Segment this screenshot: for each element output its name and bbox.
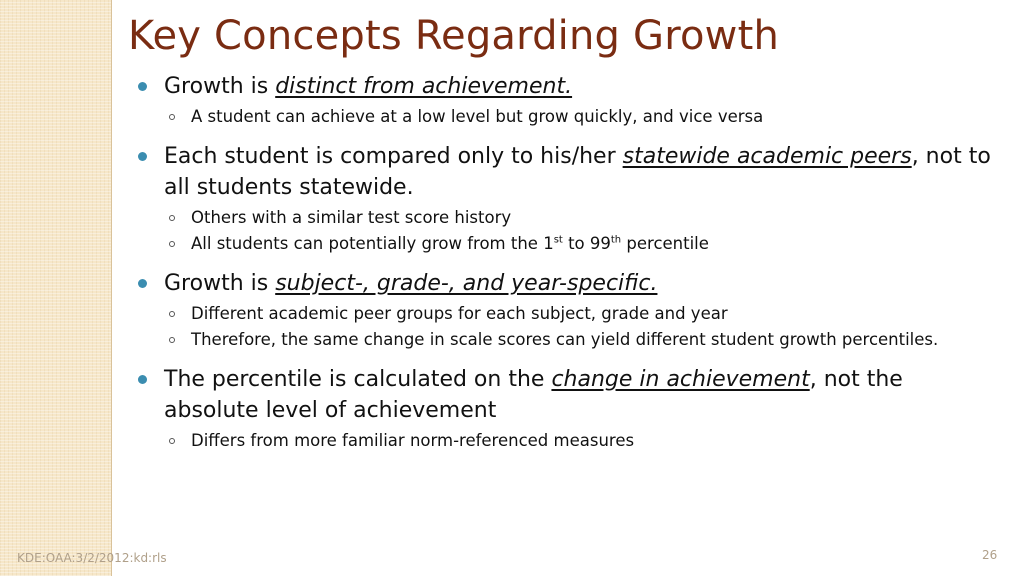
sub-bullet: [138, 328, 998, 351]
slide-title: Key Concepts Regarding Growth: [128, 13, 780, 59]
bullet-text-post: , not to all students statewide.: [164, 144, 991, 200]
sub-bullet-ring-icon: [169, 337, 175, 343]
sub-bullet-text-c: percentile: [621, 234, 709, 253]
sub-bullet: [138, 105, 998, 128]
bullet-growth-distinct: [138, 71, 998, 102]
sub-bullet-text: Differs from more familiar norm-referenced measures: [191, 431, 635, 450]
sub-bullet-text-b: to 99: [562, 234, 611, 253]
sub-bullet-text: Others with a similar test score history: [191, 208, 512, 227]
superscript-st: st: [553, 234, 563, 246]
bullet-percentile-calculation: [138, 364, 998, 426]
footer-document-id: KDE:OAA:3/2/2012:kd:rls: [17, 551, 167, 565]
decorative-side-band: [0, 0, 111, 576]
sub-bullet-ring-icon: [169, 241, 175, 247]
sub-bullet-ring-icon: [169, 438, 175, 444]
page-number: 26: [982, 548, 998, 562]
sub-bullet: [138, 206, 998, 229]
slide-body: [138, 71, 998, 452]
sub-bullet-text: A student can achieve at a low level but grow quickly, and vice versa: [191, 107, 764, 126]
bullet-text-pre: Each student is compared only to his/her: [164, 144, 623, 169]
bullet-text-pre: Growth is: [164, 271, 276, 296]
sub-bullet-ring-icon: [169, 311, 175, 317]
bullet-text-emphasis: change in achievement: [551, 367, 810, 392]
bullet-text-emphasis: distinct from achievement.: [275, 74, 573, 99]
sub-bullet: [138, 429, 998, 452]
sub-bullet-ring-icon: [169, 215, 175, 221]
bullet-text-emphasis: subject-, grade-, and year-specific.: [275, 271, 658, 296]
bullet-dot-icon: [138, 279, 147, 288]
bullet-dot-icon: [138, 82, 147, 91]
bullet-dot-icon: [138, 375, 147, 384]
sub-bullet-percentile: [138, 232, 998, 255]
bullet-text-emphasis: statewide academic peers: [622, 144, 912, 169]
bullet-text-pre: Growth is: [164, 74, 276, 99]
sub-bullet: [138, 302, 998, 325]
superscript-th: th: [610, 234, 622, 246]
sub-bullet-ring-icon: [169, 114, 175, 120]
side-divider-line: [111, 0, 112, 576]
sub-bullet-text: Therefore, the same change in scale scores can yield different student growth percentiles.: [191, 330, 939, 349]
bullet-text-post: , not the absolute level of achievement: [164, 367, 903, 423]
bullet-dot-icon: [138, 152, 147, 161]
bullet-academic-peers: [138, 141, 998, 203]
sub-bullet-text: Different academic peer groups for each subject, grade and year: [191, 304, 728, 323]
bullet-text-pre: The percentile is calculated on the: [164, 367, 552, 392]
bullet-growth-specific: [138, 268, 998, 299]
sub-bullet-text-a: All students can potentially grow from the 1: [191, 234, 554, 253]
